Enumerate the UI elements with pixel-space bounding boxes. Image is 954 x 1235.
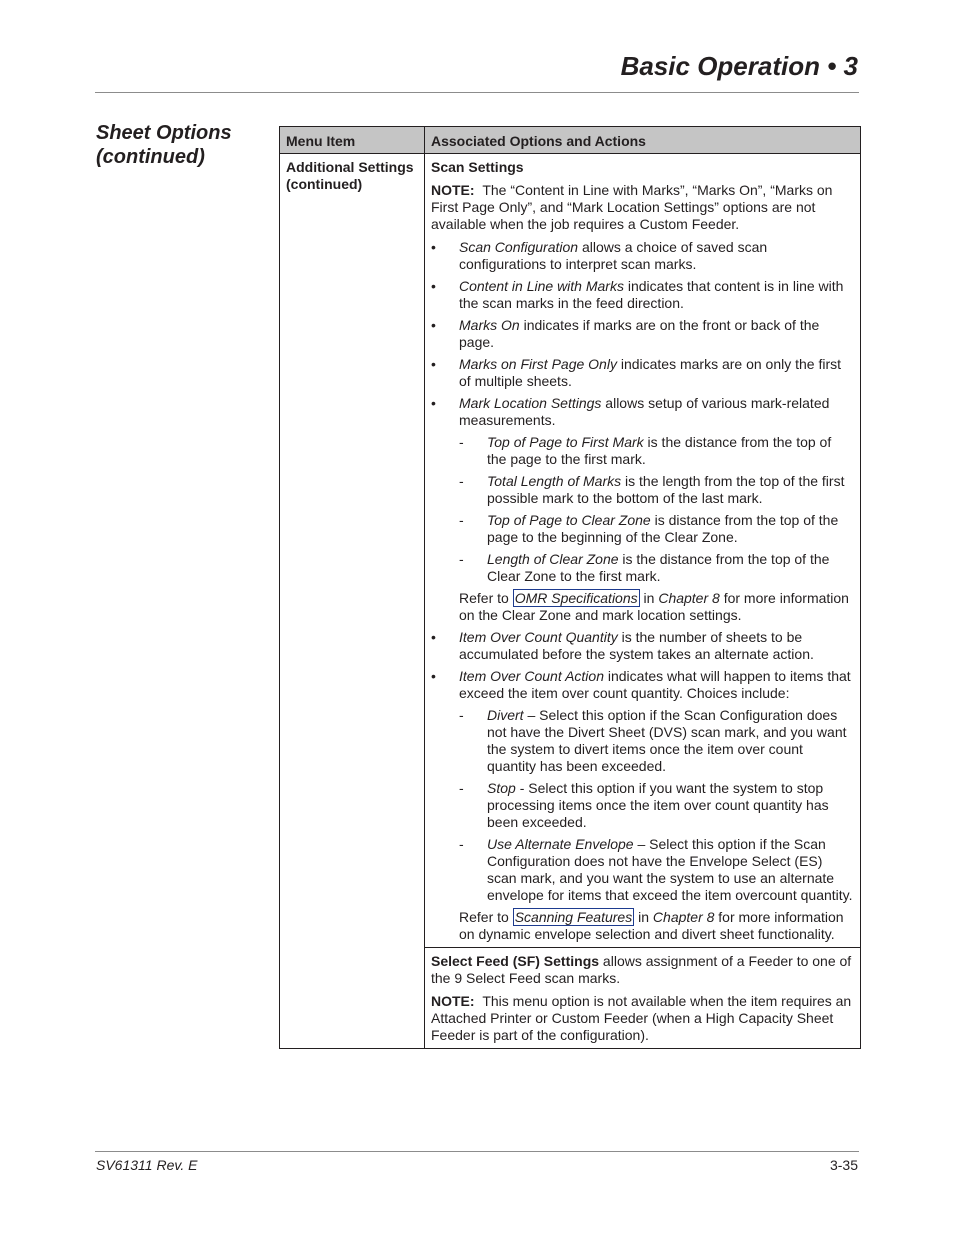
list-item-term: Marks On xyxy=(459,317,520,333)
select-feed-note xyxy=(431,993,854,1044)
page-header-title: Basic Operation • 3 xyxy=(620,51,858,81)
list-item-term: Item Over Count Quantity xyxy=(459,629,618,645)
sub-item-text: is distance from the top of the page to the beginning of the Clear Zone. xyxy=(487,512,839,545)
options-table xyxy=(279,126,861,1049)
list-item-term: Content in Line with Marks xyxy=(459,278,624,294)
list-item-text: allows a choice of saved scan configurations to interpret scan marks. xyxy=(459,239,768,272)
select-feed-heading: Select Feed (SF) Settings xyxy=(431,953,600,969)
column-header-options: Associated Options and Actions xyxy=(425,127,861,154)
sub-item-term: Divert xyxy=(487,707,524,723)
sub-item-text: - Select this option if you want the system to stop processing items once the item over count quantity has been exceeded. xyxy=(487,780,829,830)
scan-settings-note xyxy=(431,182,854,233)
note-label: NOTE: xyxy=(431,182,475,198)
list-item-term: Item Over Count Action xyxy=(459,668,604,684)
section-title: Sheet Options (continued) xyxy=(96,122,232,168)
scan-settings-list xyxy=(431,239,854,585)
list-item-term: Marks on First Page Only xyxy=(459,356,617,372)
list-item xyxy=(431,317,854,351)
sub-list-item xyxy=(459,836,854,904)
footer-divider xyxy=(95,1151,859,1152)
footer-page-number: 3-35 xyxy=(829,1157,858,1173)
options-cell xyxy=(425,154,861,948)
select-feed-text: allows assignment of a Feeder to one of the 9 Select Feed scan marks. xyxy=(431,953,852,986)
mark-location-sublist xyxy=(459,434,854,585)
refer-prefix: Refer to xyxy=(459,590,513,606)
list-item-term: Scan Configuration xyxy=(459,239,579,255)
list-item xyxy=(431,668,854,904)
omr-specifications-link[interactable]: OMR Specifications xyxy=(514,590,638,606)
sub-item-text: is the length from the top of the first possible mark to the bottom of the last mark. xyxy=(487,473,845,506)
sub-list-item xyxy=(459,780,854,831)
sub-item-term: Top of Page to First Mark xyxy=(487,434,644,450)
refer-prefix: Refer to xyxy=(459,909,513,925)
list-item-text: is the number of sheets to be accumulated before the system takes an alternate action. xyxy=(459,629,814,662)
header-divider xyxy=(95,92,859,93)
sub-item-text: is the distance from the top of the Clear Zone to the first mark. xyxy=(487,551,830,584)
sub-list-item xyxy=(459,551,854,585)
sub-item-term: Top of Page to Clear Zone xyxy=(487,512,651,528)
table-row xyxy=(280,948,861,1049)
scan-settings-heading: Scan Settings xyxy=(431,159,524,175)
select-feed-paragraph xyxy=(431,953,854,987)
sub-item-term: Length of Clear Zone xyxy=(487,551,619,567)
note-text: The “Content in Line with Marks”, “Marks On”, “Marks on First Page Only”, and “Mark Location Settings” options are not available when the job requires a Custom Feeder. xyxy=(431,182,833,232)
sub-item-text: – Select this option if the Scan Configuration does not have the Envelope Select (ES) scan mark, and you want the system to use an alternate envelope for items that exceed the item overcount quantity. xyxy=(487,836,853,903)
over-count-list xyxy=(431,629,854,904)
list-item-text: indicates what will happen to items that exceed the item over count quantity. Choices include: xyxy=(459,668,851,701)
refer-scanning-features xyxy=(459,909,854,943)
refer-chapter: Chapter 8 xyxy=(652,909,715,925)
note-text: This menu option is not available when the item requires an Attached Printer or Custom Feeder (when a High Capacity Sheet Feeder is part of the configuration). xyxy=(431,993,852,1043)
list-item xyxy=(431,278,854,312)
sub-item-term: Stop xyxy=(487,780,516,796)
refer-omr-specifications xyxy=(459,590,854,624)
sub-list-item xyxy=(459,473,854,507)
refer-chapter: Chapter 8 xyxy=(658,590,720,606)
refer-suffix: for more information on the Clear Zone and mark location settings. xyxy=(459,590,849,623)
options-cell xyxy=(425,948,861,1049)
list-item-text: allows setup of various mark-related measurements. xyxy=(459,395,830,428)
sub-list-item xyxy=(459,434,854,468)
sub-item-term: Total Length of Marks xyxy=(487,473,622,489)
sub-item-text: – Select this option if the Scan Configuration does not have the Divert Sheet (DVS) scan mark, and you want the system to divert items once the item over count quantity has been exceeded. xyxy=(487,707,847,774)
list-item xyxy=(431,629,854,663)
menu-item-cell-empty xyxy=(280,948,425,1049)
sub-list-item xyxy=(459,707,854,775)
list-item-text: indicates that content is in line with the scan marks in the feed direction. xyxy=(459,278,844,311)
list-item xyxy=(431,395,854,585)
table-row xyxy=(280,154,861,948)
over-count-action-sublist xyxy=(459,707,854,904)
list-item xyxy=(431,239,854,273)
sub-item-term: Use Alternate Envelope xyxy=(487,836,634,852)
table-header-row xyxy=(280,127,861,154)
sub-list-item xyxy=(459,512,854,546)
refer-mid: in xyxy=(634,909,653,925)
scanning-features-link[interactable]: Scanning Features xyxy=(514,909,633,925)
list-item-term: Mark Location Settings xyxy=(459,395,602,411)
note-label: NOTE: xyxy=(431,993,475,1009)
list-item-text: indicates if marks are on the front or back of the page. xyxy=(459,317,820,350)
list-item xyxy=(431,356,854,390)
footer-doc-id: SV61311 Rev. E xyxy=(96,1157,198,1173)
refer-mid: in xyxy=(639,590,659,606)
menu-item-cell: Additional Settings (continued) xyxy=(280,154,425,948)
sub-item-text: is the distance from the top of the page to the first mark. xyxy=(487,434,832,467)
refer-suffix: for more information on dynamic envelope selection and divert sheet functionality. xyxy=(459,909,844,942)
list-item-text: indicates marks are on only the first of multiple sheets. xyxy=(459,356,842,389)
column-header-menu-item: Menu Item xyxy=(280,127,425,154)
